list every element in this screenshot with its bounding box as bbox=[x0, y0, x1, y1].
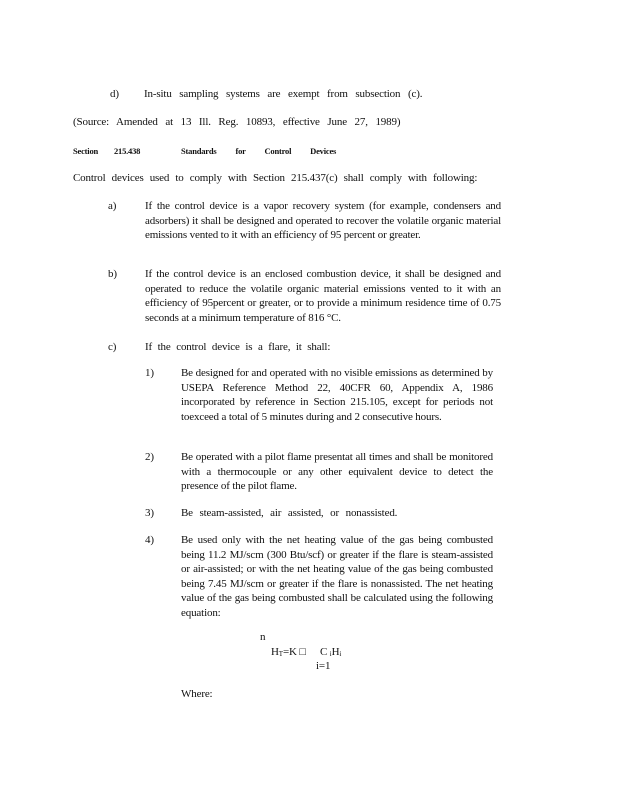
sum-lower-limit: i=1 bbox=[316, 660, 331, 672]
subitem-text: Be used only with the net heating value of the gas being combusted being 11.2 MJ/scm (300 Btu/scf) or greater if the flare is steam-assisted or air-assisted; or with the net heating value of the gas being combusted being 7.45 MJ/scm or greater if the flare is nonassisted. The net heating value of the gas being combusted shall be calculated using the following equation: bbox=[181, 534, 493, 619]
section-title: Standards for Control Devices bbox=[181, 146, 337, 156]
item-text: If the control device is a flare, it shall: bbox=[145, 341, 331, 353]
subitem-text: Be designed for and operated with no visible emissions as determined by USEPA Reference Method 22, 40CFR 60, Appendix A, 1986 incorporated by reference in Section 215.105, except for periods not toexceed a total of 5 minutes during and 2 consecutive hours. bbox=[181, 367, 493, 423]
subitem-label: 4) bbox=[145, 534, 154, 546]
h-subscript: i bbox=[339, 650, 342, 658]
item-label: a) bbox=[108, 200, 117, 212]
intro-text: Control devices used to comply with Section 215.437(c) shall comply with following: bbox=[73, 172, 478, 184]
source-note: (Source: Amended at 13 Ill. Reg. 10893, effective June 27, 1989) bbox=[73, 116, 401, 128]
item-d-label: d) bbox=[110, 88, 119, 100]
c-symbol: C bbox=[320, 646, 328, 658]
item-label: b) bbox=[108, 268, 117, 280]
c-subscript: i bbox=[329, 650, 332, 658]
lhs-symbol: H bbox=[271, 646, 279, 658]
item-d-text: In-situ sampling systems are exempt from subsection (c). bbox=[144, 88, 423, 100]
subitem-text: Be operated with a pilot flame presentat all times and shall be monitored with a thermocouple or any other equivalent device to detect the presence of the pilot flame. bbox=[181, 451, 493, 493]
subitem-text: Be steam-assisted, air assisted, or nonassisted. bbox=[181, 507, 398, 519]
equals-k: =K bbox=[282, 646, 297, 658]
h-symbol: H bbox=[331, 646, 340, 658]
sigma-glyph: □ bbox=[299, 646, 306, 658]
section-number: Section 215.438 bbox=[73, 146, 141, 156]
item-text: If the control device is an enclosed combustion device, it shall be designed and operated to reduce the volatile organic material emissions vented to it with an efficiency of 95percent or greater, or to provide a minimum residence time of 0.75 seconds at a minimum temperature of 816 °C. bbox=[145, 268, 501, 324]
subitem-label: 1) bbox=[145, 367, 154, 379]
sum-upper-limit: n bbox=[260, 631, 266, 643]
subitem-label: 3) bbox=[145, 507, 154, 519]
where-label: Where: bbox=[181, 688, 213, 700]
lhs-subscript: T bbox=[278, 650, 283, 658]
item-text: If the control device is a vapor recovery system (for example, condensers and adsorbers) it shall be designed and operated to recover the volatile organic material emissions vented to it with an efficiency of 95 percent or greater. bbox=[145, 200, 501, 242]
subitem-label: 2) bbox=[145, 451, 154, 463]
equation-lhs bbox=[271, 645, 306, 662]
item-label: c) bbox=[108, 341, 117, 353]
